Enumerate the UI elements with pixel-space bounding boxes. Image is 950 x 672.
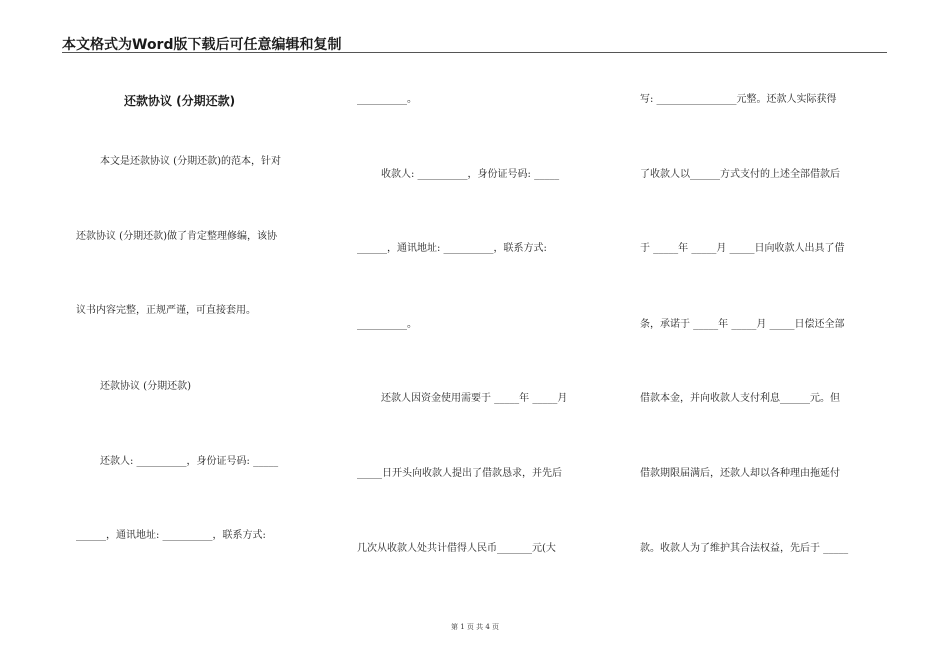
paragraph-line: 几次从收款人处共计借得人民币_______元(大 bbox=[357, 543, 556, 554]
paragraph-line: 收款人: __________，身份证号码: _____ bbox=[381, 169, 560, 180]
paragraph-line: 借款期限届满后，还款人却以各种理由拖延付 bbox=[640, 468, 840, 479]
paragraph-line: 条，承诺于 _____年 _____月 _____日偿还全部 bbox=[640, 319, 845, 330]
paragraph-line: 议书内容完整，正规严谨，可直接套用。 bbox=[76, 305, 256, 316]
paragraph-line: 本文是还款协议 (分期还款)的范本，针对 bbox=[100, 156, 281, 167]
paragraph-line: ______，通讯地址: __________，联系方式: bbox=[76, 530, 266, 541]
paragraph-line: 借款本金，并向收款人支付利息______元。但 bbox=[640, 393, 840, 404]
paragraph-line: __________。 bbox=[357, 319, 417, 330]
document-title: 还款协议 (分期还款) bbox=[124, 94, 236, 108]
page-header: 本文格式为Word版下载后可任意编辑和复制 bbox=[62, 37, 342, 53]
page-number: 第 1 页 共 4 页 bbox=[450, 623, 500, 631]
paragraph-line: _____日开头向收款人提出了借款恳求，并先后 bbox=[357, 468, 562, 479]
text-column-3 bbox=[640, 0, 885, 672]
paragraph-line: 写: ________________元整。还款人实际获得 bbox=[640, 94, 837, 105]
paragraph-line: 还款协议 (分期还款)做了肯定整理修编，该协 bbox=[76, 231, 277, 242]
paragraph-line: ______，通讯地址: __________，联系方式: bbox=[357, 243, 547, 254]
text-column-1 bbox=[76, 0, 321, 672]
paragraph-line: 还款人: __________，身份证号码: _____ bbox=[100, 456, 279, 467]
paragraph-line: 还款人因资金使用需要于 _____年 _____月 bbox=[381, 393, 568, 404]
section-heading: 还款协议 (分期还款) bbox=[100, 381, 191, 392]
paragraph-line: 款。收款人为了维护其合法权益，先后于 _____ bbox=[640, 543, 849, 554]
paragraph-line: __________。 bbox=[357, 94, 417, 105]
paragraph-line: 了收款人以______方式支付的上述全部借款后 bbox=[640, 169, 840, 180]
paragraph-line: 于 _____年 _____月 _____日向收款人出具了借 bbox=[640, 243, 845, 254]
text-column-2 bbox=[357, 0, 607, 672]
